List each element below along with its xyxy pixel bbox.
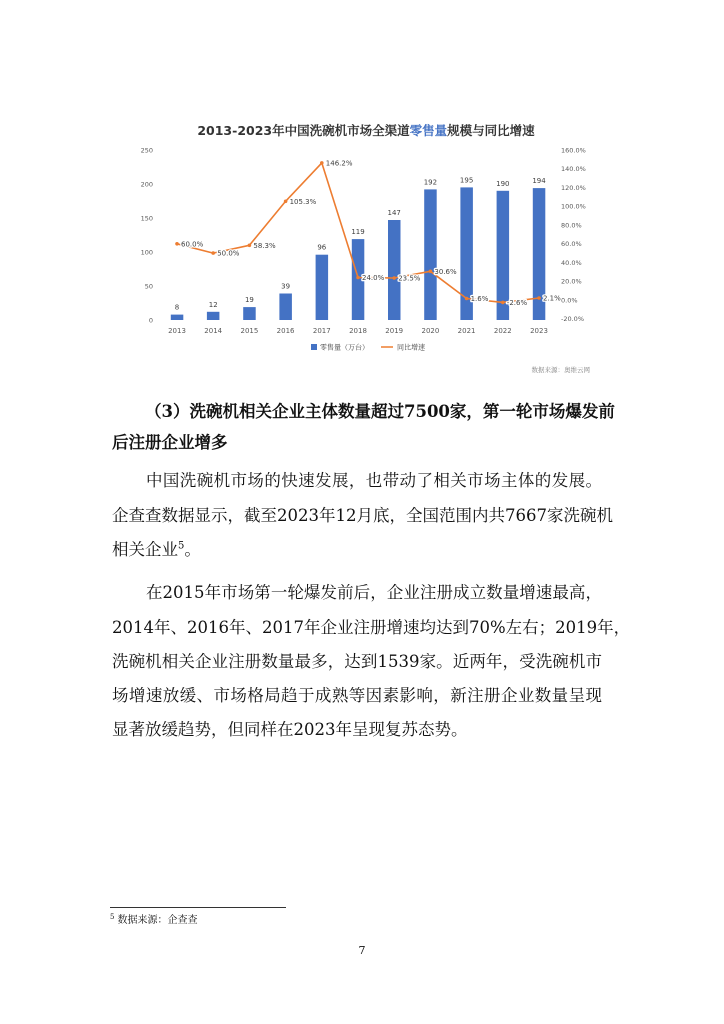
legend-label-bar: 零售量（万台） — [320, 343, 369, 352]
chart-title-highlight: 零售量 — [409, 123, 448, 138]
bar — [388, 220, 401, 320]
x-tick-label: 2023 — [530, 327, 548, 335]
paragraph-line: 中国洗碗机市场的快速发展，也带动了相关市场主体的发展。 — [146, 471, 602, 490]
retail-volume-chart — [0, 110, 724, 385]
growth-point — [429, 270, 433, 274]
y-right-tick-label: 160.0% — [561, 146, 586, 155]
bar — [279, 294, 292, 321]
growth-point — [392, 276, 396, 280]
x-tick-label: 2016 — [276, 327, 295, 335]
bar-value-label: 147 — [387, 209, 401, 217]
growth-point — [537, 296, 541, 300]
y-right-tick-label: 20.0% — [561, 277, 582, 286]
chart-title-after: 规模与同比增速 — [447, 123, 535, 138]
y-left-tick-label: 100 — [140, 248, 153, 257]
paragraph-line-punctuation: 。 — [184, 540, 201, 559]
growth-value-label: 30.6% — [434, 267, 457, 276]
y-left-tick-label: 0 — [148, 316, 153, 325]
bar-value-label: 19 — [244, 296, 254, 305]
y-left-tick-label: 200 — [140, 180, 153, 189]
growth-point — [356, 276, 360, 280]
growth-value-label: 146.2% — [325, 159, 353, 168]
growth-value-label: 105.3% — [289, 197, 317, 206]
chart-title — [197, 123, 535, 138]
chart-legend — [311, 343, 425, 352]
section-heading-line: （3）洗碗机相关企业主体数量超过7500家，第一轮市场爆发前 — [145, 402, 615, 421]
bar — [424, 189, 437, 320]
x-tick-label: 2013 — [168, 327, 186, 335]
growth-point — [501, 301, 505, 305]
y-right-tick-label: 140.0% — [561, 165, 586, 174]
paragraph-line — [112, 538, 201, 562]
y-right-tick-label: 120.0% — [561, 183, 586, 192]
y-right-tick-label: 0.0% — [561, 296, 578, 305]
legend-swatch-bar — [311, 344, 317, 350]
footnote — [110, 914, 197, 928]
bar — [207, 312, 220, 320]
y-left-tick-label: 50 — [144, 282, 153, 291]
growth-value-label: -2.6% — [506, 298, 528, 307]
bar — [316, 255, 329, 320]
y-left-tick-label: 250 — [140, 146, 153, 155]
growth-point — [465, 297, 469, 301]
x-tick-label: 2020 — [421, 327, 440, 335]
bar — [243, 307, 256, 320]
footnote-mark: 5 — [110, 912, 115, 921]
bar-value-label: 8 — [174, 303, 180, 312]
y-left-tick-label: 150 — [140, 214, 153, 223]
section-heading-line: 后注册企业增多 — [112, 433, 228, 452]
bar-value-label: 195 — [459, 176, 474, 185]
growth-value-label: 50.0% — [217, 249, 240, 258]
y-right-tick-label: 100.0% — [561, 202, 586, 211]
paragraph-line: 显著放缓趋势，但同样在2023年呈现复苏态势。 — [112, 720, 468, 739]
bar-value-label: 119 — [351, 228, 365, 237]
paragraph-line: 2014年、2016年、2017年企业注册增速均达到70%左右；2019年， — [112, 618, 631, 637]
paragraph-line: 在2015年市场第一轮爆发前后，企业注册成立数量增速最高， — [146, 583, 602, 602]
y-right-tick-label: 80.0% — [561, 221, 582, 230]
y-right-tick-label: 60.0% — [561, 240, 582, 249]
y-right-tick-label: 40.0% — [561, 258, 582, 267]
bar-value-label: 12 — [208, 300, 218, 309]
paragraph-line: 企查查数据显示，截至2023年12月底，全国范围内共7667家洗碗机 — [112, 506, 613, 525]
paragraph-line: 场增速放缓、市场格局趋于成熟等因素影响，新注册企业数量呈现 — [112, 686, 602, 705]
x-tick-label: 2018 — [349, 327, 367, 335]
x-tick-label: 2022 — [493, 327, 512, 335]
growth-point — [211, 251, 215, 255]
growth-value-label: 60.0% — [181, 240, 204, 249]
x-tick-label: 2017 — [312, 327, 331, 335]
growth-point — [320, 161, 324, 165]
chart-bars — [171, 176, 546, 320]
footnote-reference: 5 — [178, 540, 185, 552]
x-tick-label: 2014 — [204, 327, 223, 335]
x-tick-label: 2019 — [385, 327, 404, 335]
paragraph-line-text: 相关企业 — [112, 540, 178, 559]
y-right-tick-label: -20.0% — [561, 315, 584, 324]
growth-point — [248, 244, 252, 248]
footnote-text: 数据来源：企查查 — [117, 915, 198, 926]
bar-value-label: 194 — [532, 177, 546, 186]
growth-value-label: 58.3% — [253, 241, 276, 250]
paragraph-line: 洗碗机相关企业注册数量最多，达到1539家。近两年，受洗碗机市 — [112, 652, 602, 671]
bar-value-label: 39 — [281, 282, 291, 291]
chart-source: 数据来源：奥维云网 — [531, 366, 590, 374]
growth-value-label: 24.0% — [362, 274, 385, 282]
growth-value-label: 23.5% — [398, 274, 421, 283]
growth-point — [284, 200, 288, 204]
chart-title-before: 2013-2023年中国洗碗机市场全渠道 — [197, 123, 410, 138]
bar-value-label: 190 — [496, 179, 510, 188]
x-tick-label: 2015 — [240, 327, 259, 335]
page-number: 7 — [358, 944, 366, 957]
growth-point — [175, 242, 179, 246]
footnote-divider — [110, 907, 286, 908]
legend-label-line: 同比增速 — [397, 343, 425, 352]
bar — [171, 315, 184, 320]
x-tick-label: 2021 — [457, 327, 476, 335]
bar-value-label: 192 — [423, 178, 438, 187]
growth-value-label: 1.6% — [470, 295, 489, 303]
growth-value-label: 2.1% — [543, 294, 561, 303]
bar-value-label: 96 — [317, 243, 327, 252]
